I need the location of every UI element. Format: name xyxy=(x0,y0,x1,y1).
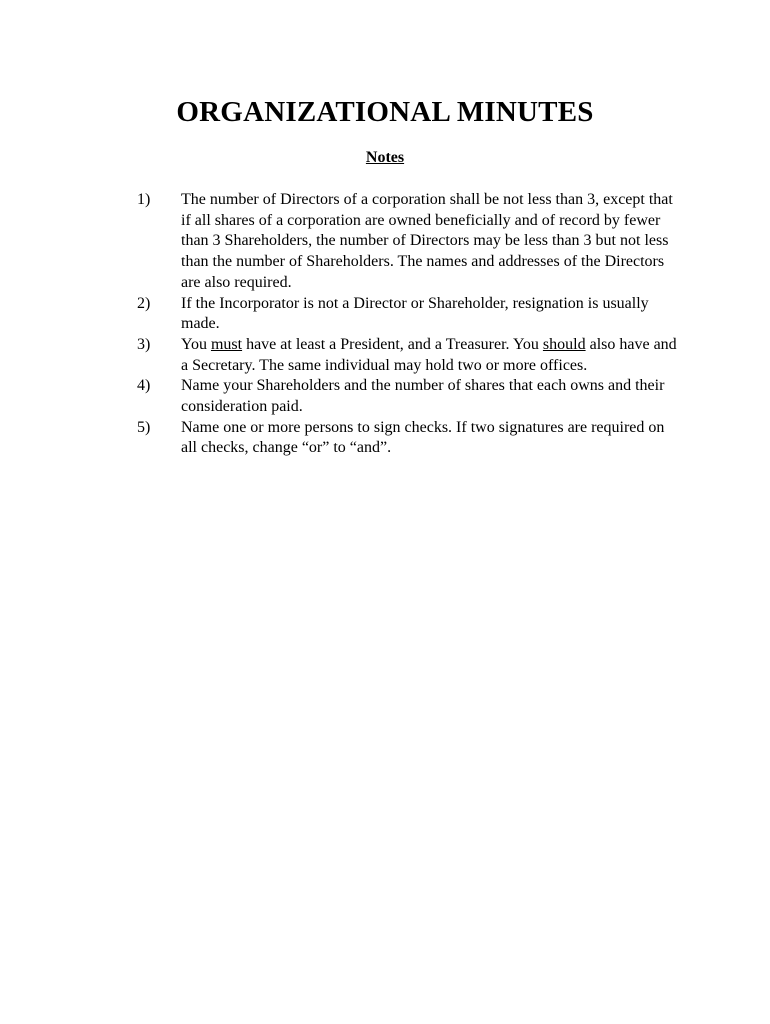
list-item xyxy=(137,294,677,335)
page-title: ORGANIZATIONAL MINUTES xyxy=(176,96,594,128)
note-number: 4) xyxy=(137,377,151,395)
note-text xyxy=(181,335,677,376)
list-item xyxy=(137,190,677,294)
notes-list xyxy=(137,190,677,459)
notes-heading: Notes xyxy=(365,149,405,166)
note-number: 5) xyxy=(137,418,151,436)
emphasis-should: should xyxy=(542,335,586,353)
note-text: If the Incorporator is not a Director or Shareholder, resignation is usually made. xyxy=(181,294,649,333)
note-text: Name your Shareholders and the number of shares that each owns and their consideration paid. xyxy=(181,377,665,416)
note-text: The number of Directors of a corporation shall be not less than 3, except that if all shares of a corporation are owned beneficially and of record by fewer than 3 Shareholders, the number of Directors may be less than 3 but not less than the number of Shareholders. The names and addresses of the Directors are also required. xyxy=(181,191,673,291)
note-text: Name one or more persons to sign checks. If two signatures are required on all checks, change “or” to “and”. xyxy=(181,418,665,457)
note-number: 1) xyxy=(137,191,151,208)
note-number: 3) xyxy=(137,335,151,353)
note-number: 2) xyxy=(137,294,151,312)
list-item xyxy=(137,376,677,417)
list-item xyxy=(137,335,677,376)
note-text-part: You xyxy=(181,335,211,353)
note-text-part: also have and a Secretary. The same individual may hold two or more offices. xyxy=(181,335,677,374)
note-text-part: have at least a President, and a Treasurer. You xyxy=(242,335,543,353)
list-item xyxy=(137,418,677,459)
emphasis-must: must xyxy=(210,335,243,353)
